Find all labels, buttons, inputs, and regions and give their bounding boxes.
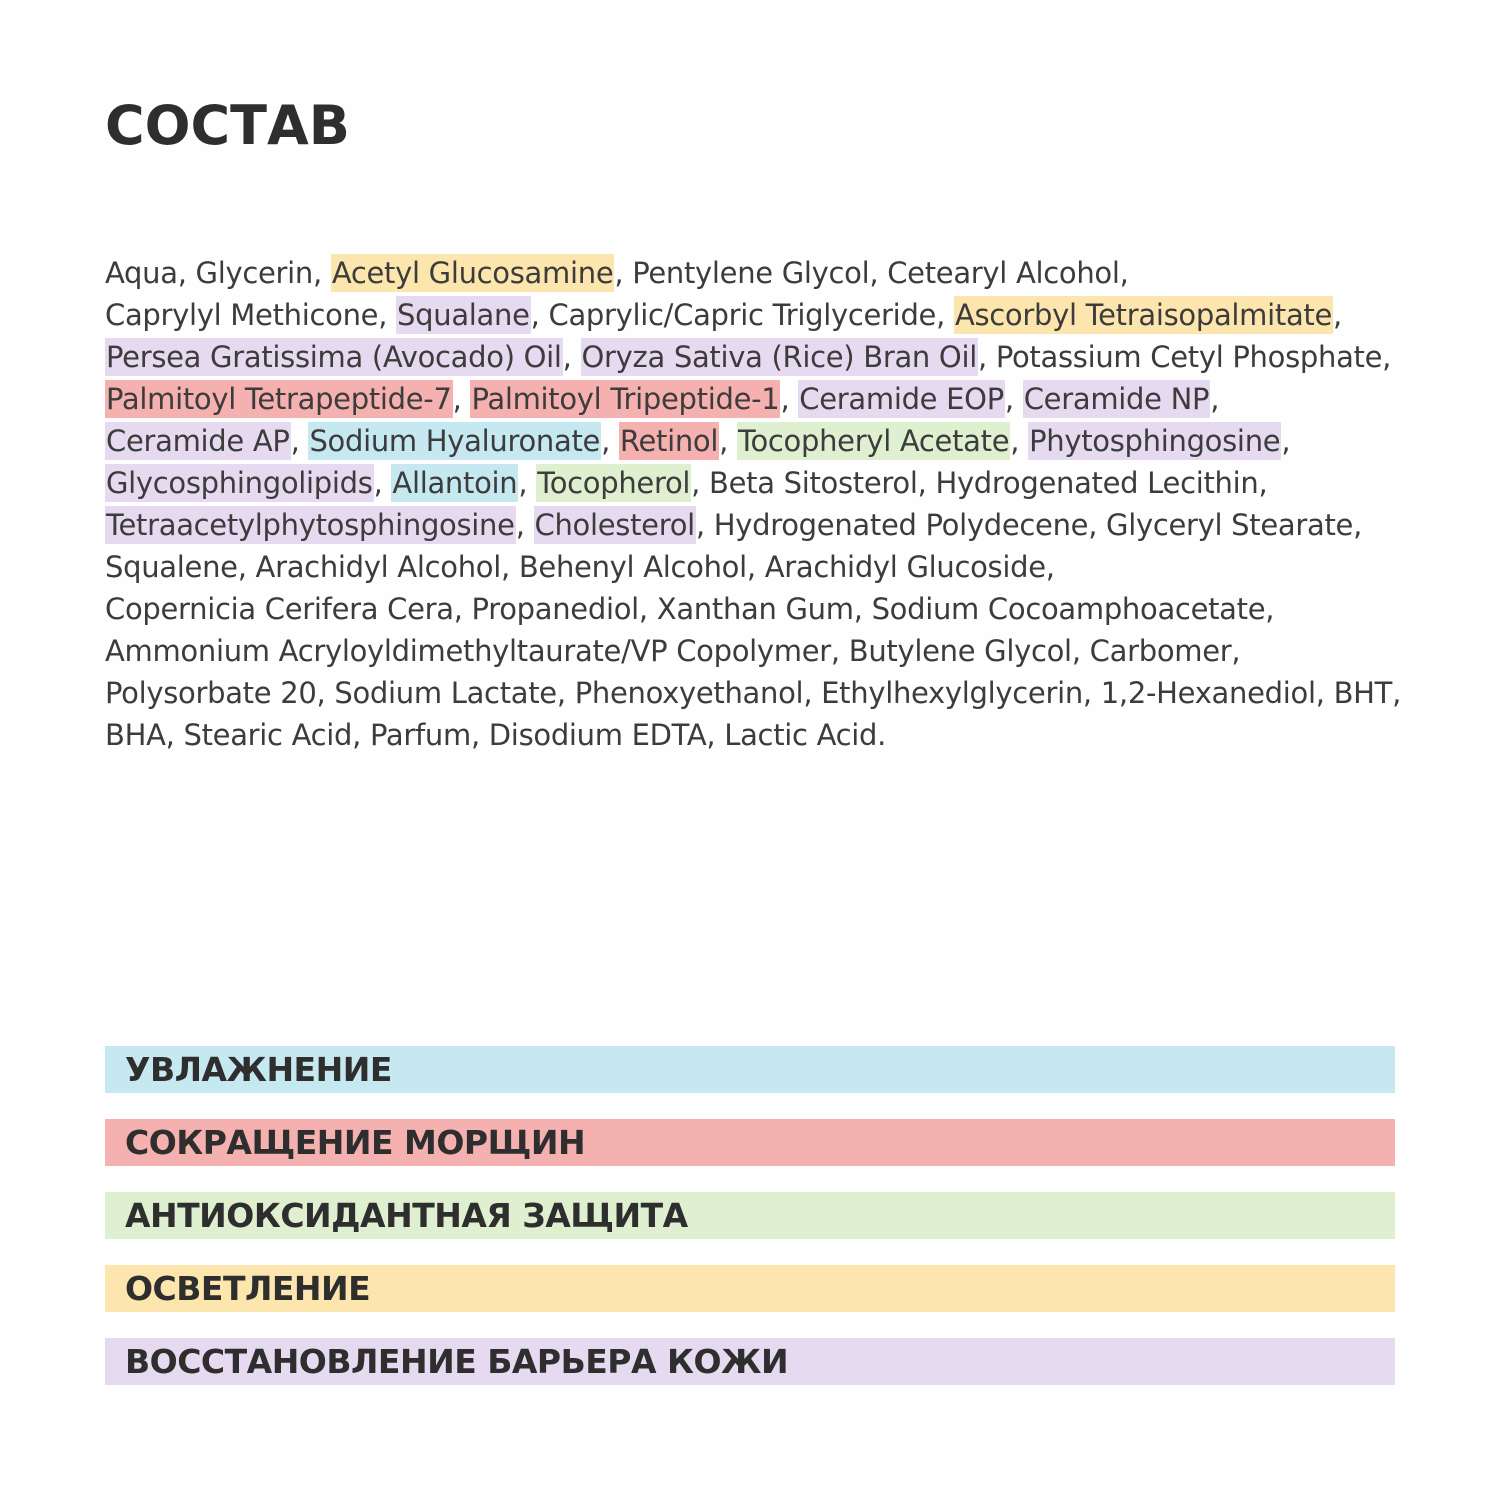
ingredient: Aqua <box>105 256 178 290</box>
ingredient: Carbomer <box>1089 634 1232 668</box>
ingredient: Ethylhexylglycerin <box>821 676 1083 710</box>
highlighted-ingredient: Sodium Hyaluronate <box>309 424 601 458</box>
highlighted-ingredient: Acetyl Glucosamine <box>331 256 614 290</box>
ingredient: 1,2-Hexanediol <box>1100 676 1316 710</box>
ingredient: Lactic Acid <box>724 718 878 752</box>
highlighted-ingredient: Glycosphingolipids <box>106 466 373 500</box>
ingredient: Butylene Glycol <box>848 634 1072 668</box>
highlighted-ingredient: Retinol <box>619 424 719 458</box>
ingredient: Caprylic/Capric Triglyceride <box>548 298 937 332</box>
ingredient: Caprylyl Methicone <box>105 298 379 332</box>
ingredient: Stearic Acid <box>183 718 353 752</box>
highlighted-ingredient: Tocopherol <box>537 466 691 500</box>
ingredient: Squalene <box>105 550 238 584</box>
highlighted-ingredient: Phytosphingosine <box>1029 424 1281 458</box>
ingredient: Beta Sitosterol <box>709 466 918 500</box>
category-legend <box>105 1046 1395 1411</box>
ingredient: Polysorbate 20 <box>105 676 317 710</box>
ingredient: Behenyl Alcohol <box>518 550 747 584</box>
legend-item-brightening: ОСВЕТЛЕНИЕ <box>105 1265 1395 1312</box>
ingredient: BHT <box>1333 676 1393 710</box>
ingredient: Glyceryl Stearate <box>1106 508 1354 542</box>
ingredient: Arachidyl Alcohol <box>255 550 501 584</box>
ingredient-list: Aqua, Glycerin, Acetyl Glucosamine, Pentylene Glycol, Cetearyl Alcohol, Caprylyl Methicone, Squalane, Caprylic/Capric Triglyceride, Ascorbyl Tetraisopalmitate, Persea Gratissima (Avocado) Oil, Oryza Sativa (Rice) Bran Oil, Potassium Cetyl Phosphate, Palmitoyl Tetrapeptide-7, Palmitoyl Tripeptide-1, Ceramide EOP, Ceramide NP, Ceramide AP, Sodium Hyaluronate, Retinol, Tocopheryl Acetate, Phytosphingosine, Glycosphingolipids, Allantoin, Tocopherol, Beta Sitosterol, Hydrogenated Lecithin, Tetraacetylphytosphingosine, Cholesterol, Hydrogenated Polydecene, Glyceryl Stearate, Squalene, Arachidyl Alcohol, Behenyl Alcohol, Arachidyl Glucoside, Copernicia Cerifera Cera, Propanediol, Xanthan Gum, Sodium Cocoamphoacetate, Ammonium Acryloyldimethyltaurate/VP Copolymer, Butylene Glycol, Carbomer, Polysorbate 20, Sodium Lactate, Phenoxyethanol, Ethylhexylglycerin, 1,2-Hexanediol, BHT, BHA, Stearic Acid, Parfum, Disodium EDTA, Lactic Acid. <box>105 256 1402 752</box>
ingredient: Disodium EDTA <box>488 718 707 752</box>
ingredient: Copernicia Cerifera Cera <box>105 592 454 626</box>
legend-item-hydration: УВЛАЖНЕНИЕ <box>105 1046 1395 1093</box>
highlighted-ingredient: Oryza Sativa (Rice) Bran Oil <box>581 340 977 374</box>
highlighted-ingredient: Ascorbyl Tetraisopalmitate <box>954 298 1333 332</box>
ingredient: Propanediol <box>471 592 639 626</box>
ingredient: Glycerin <box>195 256 313 290</box>
ingredient: Xanthan Gum <box>656 592 854 626</box>
ingredient: Pentylene Glycol <box>632 256 870 290</box>
ingredient: Potassium Cetyl Phosphate <box>995 340 1383 374</box>
ingredient: Parfum <box>370 718 471 752</box>
ingredient: Ammonium Acryloyldimethyltaurate/VP Copolymer <box>105 634 831 668</box>
highlighted-ingredient: Allantoin <box>392 466 518 500</box>
ingredient: Hydrogenated Polydecene <box>713 508 1089 542</box>
highlighted-ingredient: Squalane <box>397 298 530 332</box>
ingredient: Hydrogenated Lecithin <box>935 466 1259 500</box>
legend-item-wrinkle: СОКРАЩЕНИЕ МОРЩИН <box>105 1119 1395 1166</box>
highlighted-ingredient: Persea Gratissima (Avocado) Oil <box>106 340 562 374</box>
highlighted-ingredient: Palmitoyl Tripeptide-1 <box>471 382 780 416</box>
ingredient: Sodium Cocoamphoacetate <box>871 592 1266 626</box>
highlighted-ingredient: Ceramide NP <box>1023 382 1210 416</box>
highlighted-ingredient: Tetraacetylphytosphingosine <box>106 508 515 542</box>
highlighted-ingredient: Ceramide AP <box>106 424 290 458</box>
legend-item-antioxidant: АНТИОКСИДАНТНАЯ ЗАЩИТА <box>105 1192 1395 1239</box>
ingredient: BHA <box>105 718 166 752</box>
ingredient: Arachidyl Glucoside <box>764 550 1046 584</box>
ingredient: Cetearyl Alcohol <box>887 256 1120 290</box>
highlighted-ingredient: Palmitoyl Tetrapeptide-7 <box>106 382 452 416</box>
legend-item-barrier: ВОССТАНОВЛЕНИЕ БАРЬЕРА КОЖИ <box>105 1338 1395 1385</box>
highlighted-ingredient: Cholesterol <box>534 508 695 542</box>
ingredient: Phenoxyethanol <box>574 676 804 710</box>
ingredient: Sodium Lactate <box>334 676 557 710</box>
highlighted-ingredient: Ceramide EOP <box>799 382 1004 416</box>
highlighted-ingredient: Tocopheryl Acetate <box>737 424 1010 458</box>
page-title: СОСТАВ <box>105 94 350 157</box>
